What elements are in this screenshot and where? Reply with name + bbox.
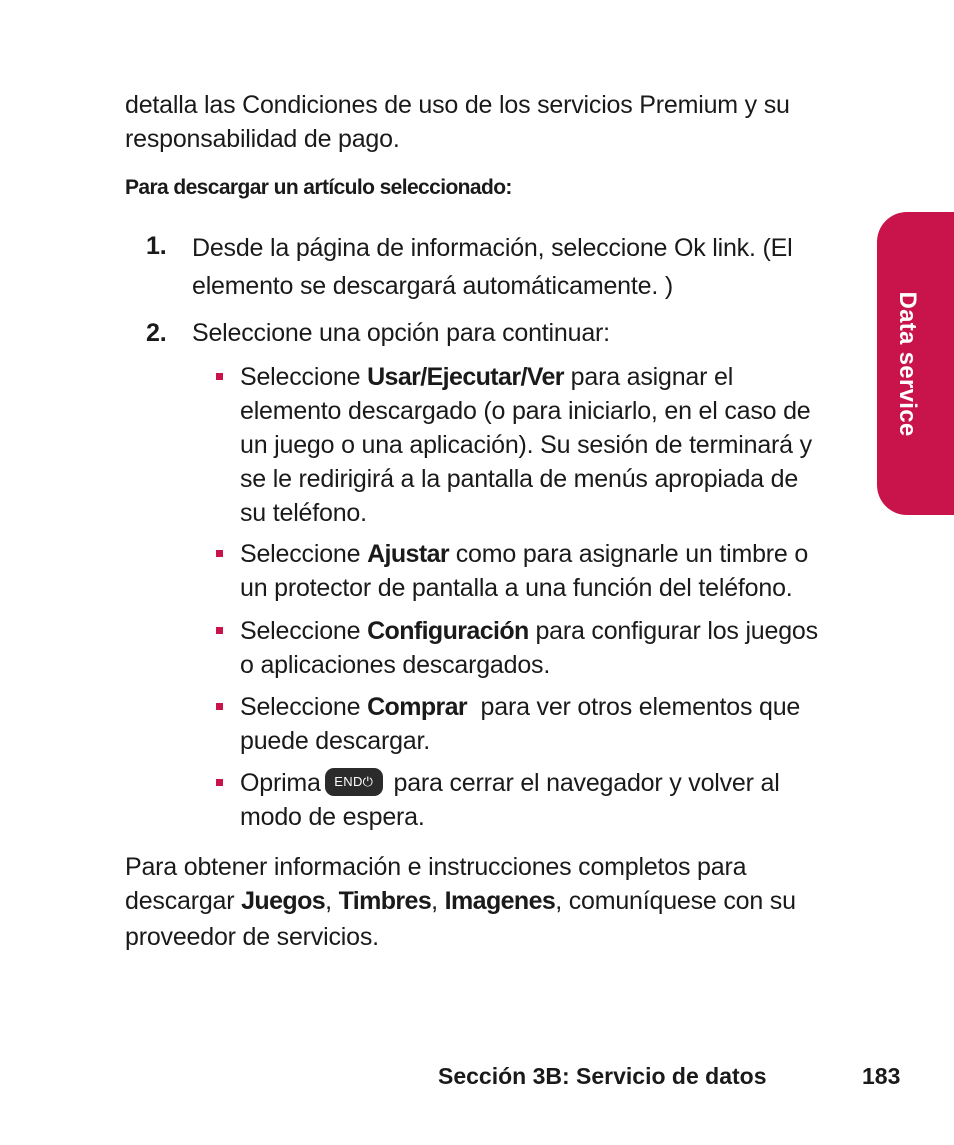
step-number: 2. [146, 319, 167, 347]
end-key-icon: END⏻ [325, 768, 383, 796]
bullet-line: modo de espera. [240, 803, 425, 831]
keyword-juegos: Juegos [241, 887, 326, 915]
keyword: Configuración [367, 617, 529, 645]
page-number: 183 [862, 1063, 901, 1089]
bullet-line: o aplicaciones descargados. [240, 651, 551, 679]
outro-line [125, 884, 865, 918]
bullet-line: un juego o una aplicación). Su sesión de terminará y [240, 431, 812, 459]
keyword: Comprar [367, 693, 468, 721]
bullet-suffix: como para asignarle un timbre o [449, 540, 809, 568]
bullet-line: puede descargar. [240, 727, 431, 755]
keyword: Usar/Ejecutar/Ver [367, 363, 564, 391]
step-number: 1. [146, 232, 167, 260]
bullet-line: elemento descargado (o para iniciarlo, en el caso de [240, 397, 811, 425]
outro-line: Para obtener información e instrucciones completos para [125, 853, 747, 881]
bullet-line: se le redirigirá a la pantalla de menús apropiada de [240, 465, 799, 493]
outro-line: proveedor de servicios. [125, 923, 379, 951]
section-side-tab [877, 212, 954, 515]
bullet-line [240, 690, 868, 724]
bullet-prefix: Seleccione [240, 617, 368, 645]
bullet-line [240, 360, 868, 394]
bullet-prefix: Seleccione [240, 540, 368, 568]
keyword-imagenes: Imagenes [444, 887, 556, 915]
bullet-square-icon [216, 627, 223, 634]
intro-line: responsabilidad de pago. [125, 125, 400, 153]
bullet-suffix: para cerrar el navegador y volver al [386, 769, 780, 797]
step-text: Seleccione una opción para continuar: [192, 319, 610, 347]
keyword-timbres: Timbres [338, 887, 432, 915]
bullet-line [240, 766, 868, 800]
outro-prefix: descargar [125, 887, 242, 915]
intro-line: detalla las Condiciones de uso de los servicios Premium y su [125, 91, 790, 119]
bullet-prefix: Seleccione [240, 693, 368, 721]
bullet-text [240, 690, 868, 758]
bullet-text [240, 360, 868, 530]
bullet-line: un protector de pantalla a una función del teléfono. [240, 574, 793, 602]
bullet-line: su teléfono. [240, 499, 367, 527]
section-subheading: Para descargar un artículo seleccionado: [125, 176, 512, 199]
bullet-suffix: para configurar los juegos [528, 617, 818, 645]
intro-paragraph [125, 88, 865, 156]
bullet-line [240, 614, 868, 648]
bullet-prefix: Oprima [240, 769, 321, 797]
bullet-square-icon [216, 373, 223, 380]
bullet-suffix: para asignar el [563, 363, 734, 391]
bullet-suffix: para ver otros elementos que [467, 693, 801, 721]
outro-suffix: , comuníquese con su [555, 887, 796, 915]
bullet-text [240, 537, 868, 605]
step-line: Desde la página de información, seleccione Ok link. (El [192, 234, 793, 262]
separator: , [431, 887, 445, 915]
keyword: Ajustar [367, 540, 449, 568]
step-line: elemento se descargará automáticamente. ) [192, 272, 673, 300]
separator: , [325, 887, 339, 915]
outro-paragraph [125, 850, 865, 956]
bullet-line [240, 537, 868, 571]
step-text [192, 229, 852, 305]
bullet-square-icon [216, 550, 223, 557]
bullet-text [240, 614, 868, 682]
footer-section-title: Sección 3B: Servicio de datos [438, 1063, 767, 1089]
side-tab-label: Data service [894, 291, 921, 437]
bullet-text [240, 766, 868, 834]
bullet-prefix: Seleccione [240, 363, 368, 391]
bullet-square-icon [216, 779, 223, 786]
bullet-square-icon [216, 703, 223, 710]
